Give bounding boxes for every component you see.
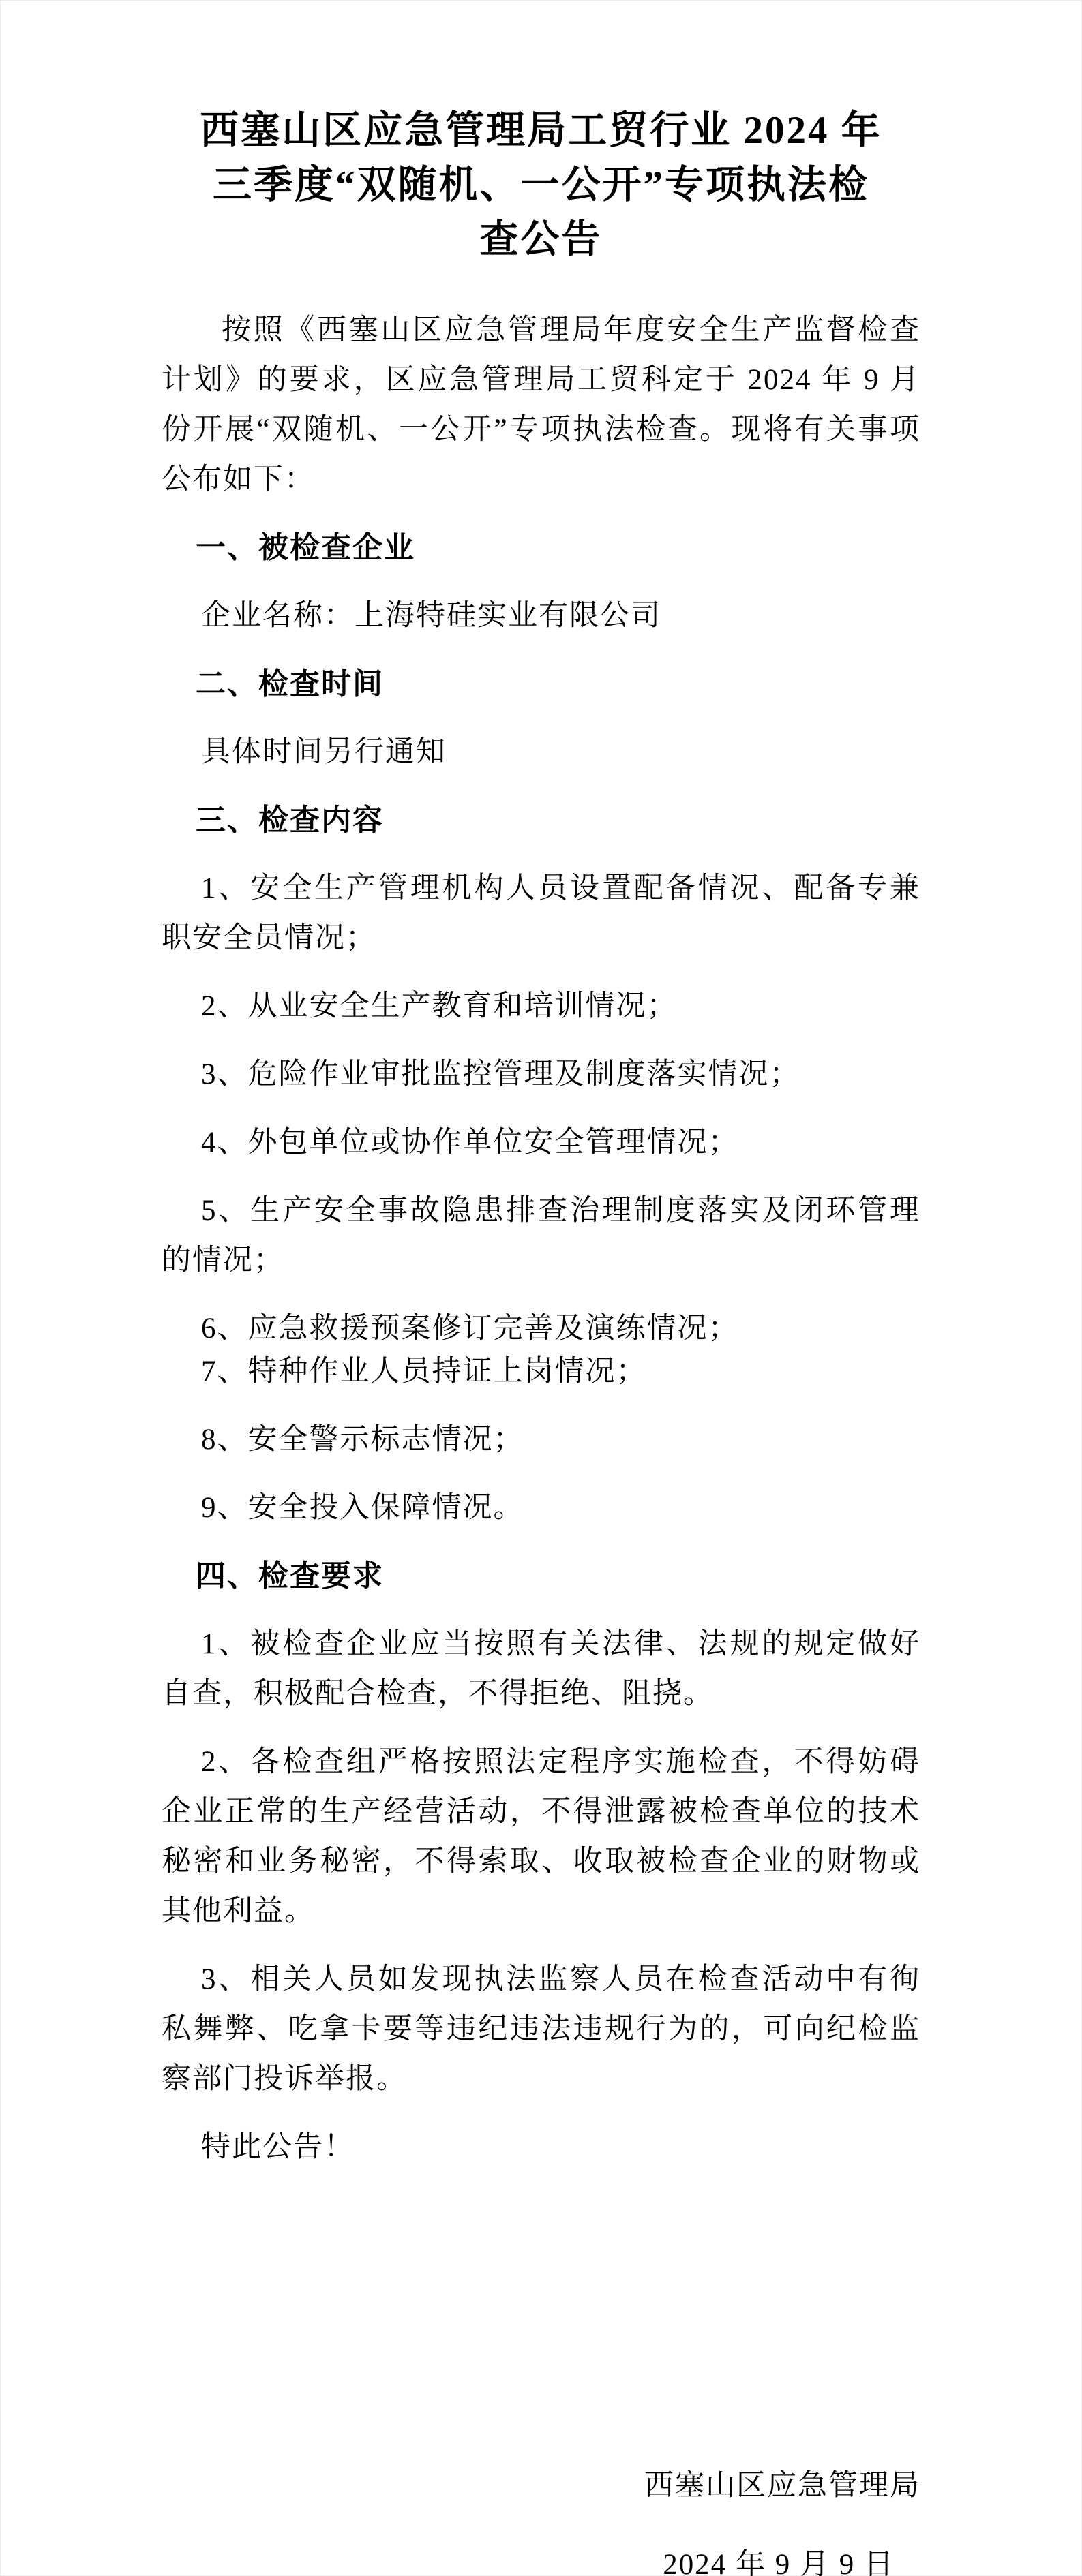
document-content [162,0,920,2576]
content-item-1: 1、安全生产管理机构人员设置配备情况、配备专兼职安全员情况； [162,872,920,954]
inspection-time-line: 具体时间另行通知 [201,736,447,768]
section-3-heading: 三、检查内容 [196,803,384,837]
title-line-1: 西塞山区应急管理局工贸行业 2024 年 [200,109,882,152]
section-1-heading: 一、被检查企业 [196,531,415,564]
requirement-item-3: 3、相关人员如发现执法监察人员在检查活动中有徇私舞弊、吃拿卡要等违纪违法违规行为的，可向纪检监察部门投诉举报。 [162,1963,920,2095]
company-name-line: 企业名称：上海特硅实业有限公司 [201,600,661,632]
content-item-3: 3、危险作业审批监控管理及制度落实情况； [201,1058,800,1090]
signature-org: 西塞山区应急管理局 [644,2470,920,2502]
content-item-4: 4、外包单位或协作单位安全管理情况； [201,1126,739,1159]
content-item-6: 6、应急救援预案修订完善及演练情况； [201,1313,739,1345]
requirement-item-1: 1、被检查企业应当按照有关法律、法规的规定做好自查，积极配合检查，不得拒绝、阻挠。 [162,1628,920,1710]
signature-date: 2024 年 9 月 9 日 [663,2549,895,2576]
closing-line: 特此公告！ [201,2131,355,2163]
requirement-item-2: 2、各检查组严格按照法定程序实施检查，不得妨碍企业正常的生产经营活动，不得泄露被检查单位的技术秘密和业务秘密，不得索取、收取被检查企业的财物或其他利益。 [162,1746,920,1927]
content-item-8: 8、安全警示标志情况； [201,1424,524,1456]
title-line-2: 三季度“双随机、一公开”专项执法检 [213,164,869,206]
intro-paragraph: 按照《西塞山区应急管理局年度安全生产监督检查计划》的要求，区应急管理局工贸科定于 2024 年 9 月份开展“双随机、一公开”专项执法检查。现将有关事项公布如下： [162,314,920,495]
section-4-heading: 四、检查要求 [196,1559,384,1593]
title-line-3: 查公告 [479,218,603,261]
content-item-2: 2、从业安全生产教育和培训情况； [201,990,678,1022]
content-item-5: 5、生产安全事故隐患排查治理制度落实及闭环管理的情况； [162,1195,920,1276]
section-2-heading: 二、检查时间 [196,667,384,701]
content-item-7: 7、特种作业人员持证上岗情况； [201,1355,647,1387]
content-item-9: 9、安全投入保障情况。 [201,1492,524,1524]
document-title [162,104,920,267]
